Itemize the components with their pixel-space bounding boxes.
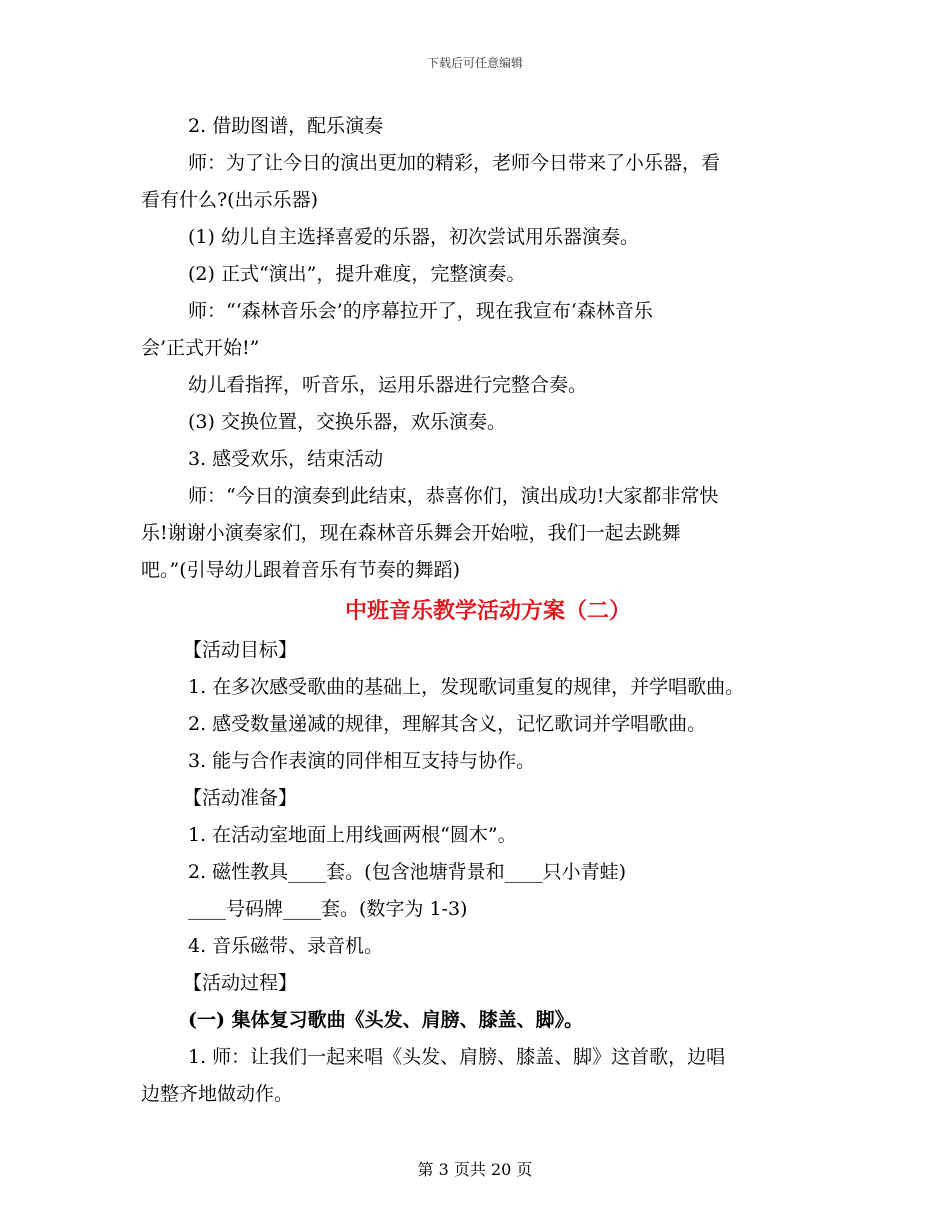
paragraph: 1. 师：让我们一起来唱《头发、肩膀、膝盖、脚》这首歌，边唱: [188, 1046, 726, 1068]
paragraph-continuation: 会’正式开始!”: [141, 337, 260, 359]
paragraph-continuation: 边整齐地做动作。: [141, 1083, 294, 1105]
document-body: [141, 108, 811, 1113]
list-item: 4. 音乐磁带、录音机。: [188, 935, 384, 957]
list-item: 2. 磁性教具____套。(包含池塘背景和____只小青蛙): [188, 861, 626, 883]
list-item: 1. 在多次感受歌曲的基础上，发现歌词重复的规律，并学唱歌曲。: [188, 676, 745, 698]
paragraph: 师：“‘森林音乐会’的序幕拉开了，现在我宣布‘森林音乐: [188, 300, 653, 322]
page-header: 下载后可任意编辑: [426, 56, 523, 70]
paragraph: 师：为了让今日的演出更加的精彩，老师今日带来了小乐器，看: [188, 152, 721, 174]
list-item: (3) 交换位置，交换乐器，欢乐演奏。: [188, 411, 506, 433]
list-item: 3. 能与合作表演的同伴相互支持与协作。: [188, 750, 536, 772]
subsection-heading: (一) 集体复习歌曲《头发、肩膀、膝盖、脚》。: [188, 1009, 584, 1031]
paragraph: 师：“今日的演奏到此结束，恭喜你们，演出成功!大家都非常快: [188, 485, 719, 507]
list-item: 1. 在活动室地面上用线画两根“圆木”。: [188, 824, 517, 846]
list-item: (1) 幼儿自主选择喜爱的乐器，初次尝试用乐器演奏。: [188, 226, 639, 248]
section-label: 【活动准备】: [183, 787, 298, 809]
paragraph-continuation: 吧。”(引导幼儿跟着音乐有节奏的舞蹈): [141, 559, 461, 581]
paragraph: 幼儿看指挥，听音乐，运用乐器进行完整合奏。: [188, 374, 588, 396]
list-item: (2) 正式“演出”，提升难度，完整演奏。: [188, 263, 526, 285]
page-footer: 第 3 页共 20 页: [417, 1160, 533, 1179]
section-label: 【活动目标】: [183, 639, 298, 661]
section-label: 【活动过程】: [183, 972, 298, 994]
paragraph-continuation: 看有什么?(出示乐器): [141, 189, 319, 211]
step-heading: 3. 感受欢乐，结束活动: [188, 448, 384, 470]
section-title: 中班音乐教学活动方案（二）: [344, 598, 631, 624]
paragraph-continuation: 乐!谢谢小演奏家们，现在森林音乐舞会开始啦，我们一起去跳舞: [141, 522, 681, 544]
list-item: 2. 感受数量递减的规律，理解其含义，记忆歌词并学唱歌曲。: [188, 713, 707, 735]
step-heading: 2. 借助图谱，配乐演奏: [188, 115, 384, 137]
list-item: ____号码牌____套。(数字为 1-3): [188, 898, 468, 920]
